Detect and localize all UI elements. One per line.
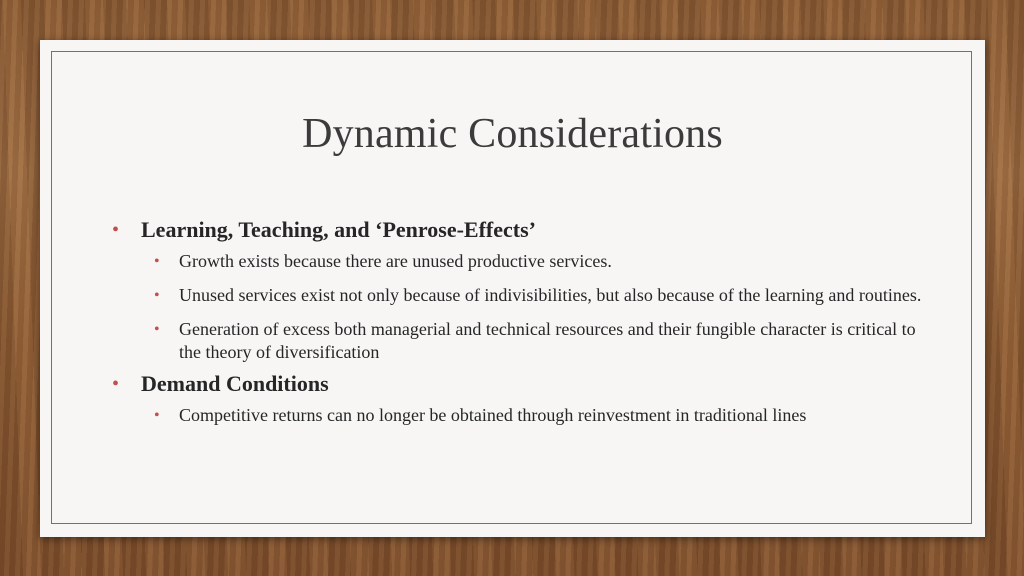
- sub-bullet-text: Growth exists because there are unused productive services.: [179, 251, 612, 271]
- sub-bullet-text: Generation of excess both managerial and technical resources and their fungible character is critical to the theory of diversification: [179, 319, 916, 362]
- bullet-text: Demand Conditions: [141, 371, 329, 396]
- slide: [40, 40, 985, 537]
- sub-bullet-item: [112, 404, 932, 427]
- bullet-text: Learning, Teaching, and ‘Penrose-Effects’: [141, 217, 536, 242]
- sub-bullet-text: Unused services exist not only because of indivisibilities, but also because of the learning and routines.: [179, 285, 922, 305]
- bullet-group-learning: [112, 216, 932, 364]
- slide-title: Dynamic Considerations: [302, 111, 723, 157]
- sub-bullet-item: [112, 284, 932, 307]
- bullet-dot-icon: •: [154, 321, 160, 338]
- bullet-dot-icon: •: [112, 219, 120, 241]
- bullet-item: [112, 216, 932, 244]
- sub-bullet-text: Competitive returns can no longer be obtained through reinvestment in traditional lines: [179, 405, 807, 425]
- bullet-dot-icon: •: [154, 407, 160, 424]
- slide-content: [112, 216, 932, 438]
- sub-bullet-item: [112, 318, 932, 364]
- bullet-group-demand: [112, 370, 932, 427]
- sub-bullet-item: [112, 250, 932, 273]
- bullet-dot-icon: •: [154, 287, 160, 304]
- bullet-dot-icon: •: [112, 373, 120, 395]
- bullet-dot-icon: •: [154, 253, 160, 270]
- bullet-item: [112, 370, 932, 398]
